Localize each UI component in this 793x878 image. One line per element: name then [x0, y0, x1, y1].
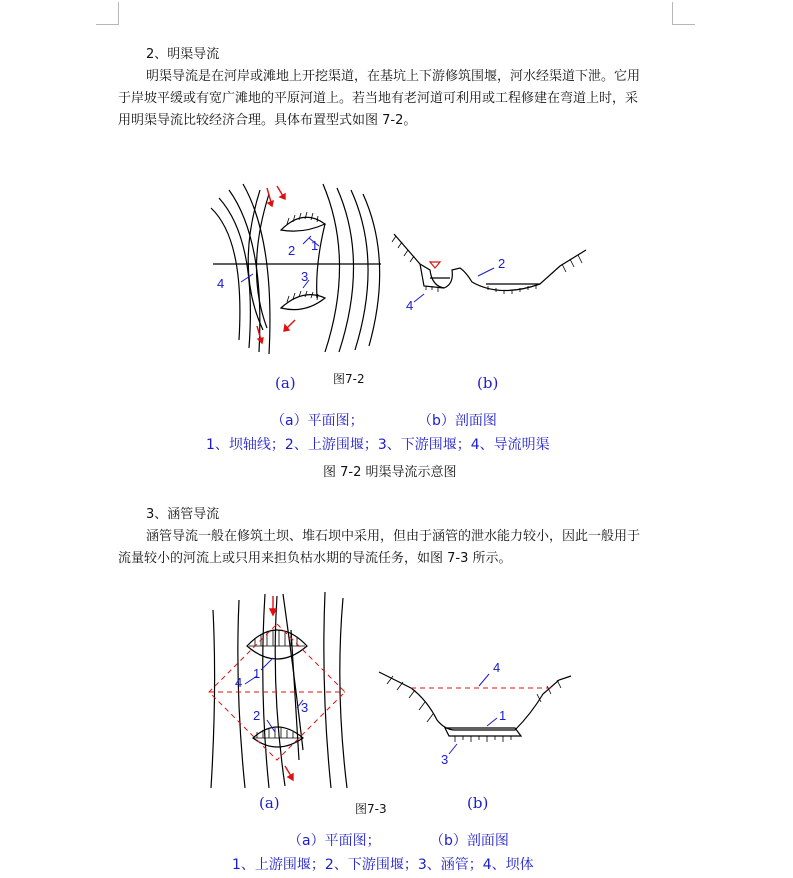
section2-line-1: 明渠导流是在河岸或滩地上开挖渠道，在基坑上下游修筑围堰，河水经渠道下泄。它用 [146, 69, 641, 84]
fig73-plan-label-1: 1 [253, 666, 261, 681]
fig72-caption-view-b: （b）剖面图 [418, 413, 497, 429]
fig72-plan-label-4: 4 [217, 276, 225, 291]
section3-line-2: 流量较小的河流上或只用来担负枯水期的导流任务，如图 7-3 所示。 [118, 551, 512, 566]
fig72-plan-diagram [205, 180, 390, 355]
section2-line-2: 于岸坡平缓或有宽广滩地的平原河道上。若当地有老河道可利用或工程修建在弯道上时，采 [118, 91, 639, 106]
fig73-number: 图7-3 [355, 802, 387, 816]
crop-mark-top-right [672, 2, 695, 25]
fig73-plan-label-2: 2 [253, 708, 261, 723]
fig72-label-b: (b) [477, 374, 499, 392]
fig72-caption-view-a: （a）平面图； [271, 413, 364, 429]
fig72-section-label-2: 2 [498, 256, 506, 271]
fig72-number: 图7-2 [333, 372, 365, 386]
fig72-plan-label-2: 2 [288, 243, 296, 258]
fig73-section-label-3: 3 [441, 752, 449, 767]
section3-line-1: 涵管导流一般在修筑土坝、堆石坝中采用，但由于涵管的泄水能力较小，因此一般用于 [146, 529, 641, 544]
fig72-section-diagram [390, 228, 590, 318]
fig73-plan-label-4: 4 [235, 675, 243, 690]
fig73-plan-diagram [205, 590, 365, 790]
fig72-plan-label-3: 3 [301, 269, 309, 284]
fig73-caption-view-a: （a）平面图； [288, 833, 381, 849]
fig73-caption-view-b: （b）剖面图 [430, 833, 509, 849]
section2-heading: 2、明渠导流 [146, 47, 220, 62]
fig72-title: 图 7-2 明渠导流示意图 [323, 465, 457, 480]
fig73-section-label-4: 4 [493, 660, 501, 675]
fig73-legend: 1、上游围堰；2、下游围堰；3、涵管；4、坝体 [232, 857, 534, 873]
fig73-label-b: (b) [467, 794, 489, 812]
section2-line-3: 用明渠导流比较经济合理。具体布置型式如图 7-2。 [118, 113, 417, 128]
fig72-label-a: (a) [275, 374, 296, 392]
crop-mark-top-left [96, 2, 119, 25]
fig73-plan-label-3: 3 [301, 700, 309, 715]
section3-heading: 3、涵管导流 [146, 507, 220, 522]
fig72-legend: 1、坝轴线；2、上游围堰；3、下游围堰；4、导流明渠 [206, 437, 550, 453]
fig72-section-label-4: 4 [406, 298, 414, 313]
fig72-plan-label-1: 1 [311, 238, 319, 253]
fig73-section-diagram [375, 650, 575, 770]
fig73-label-a: (a) [259, 794, 280, 812]
fig73-section-label-1: 1 [499, 708, 507, 723]
